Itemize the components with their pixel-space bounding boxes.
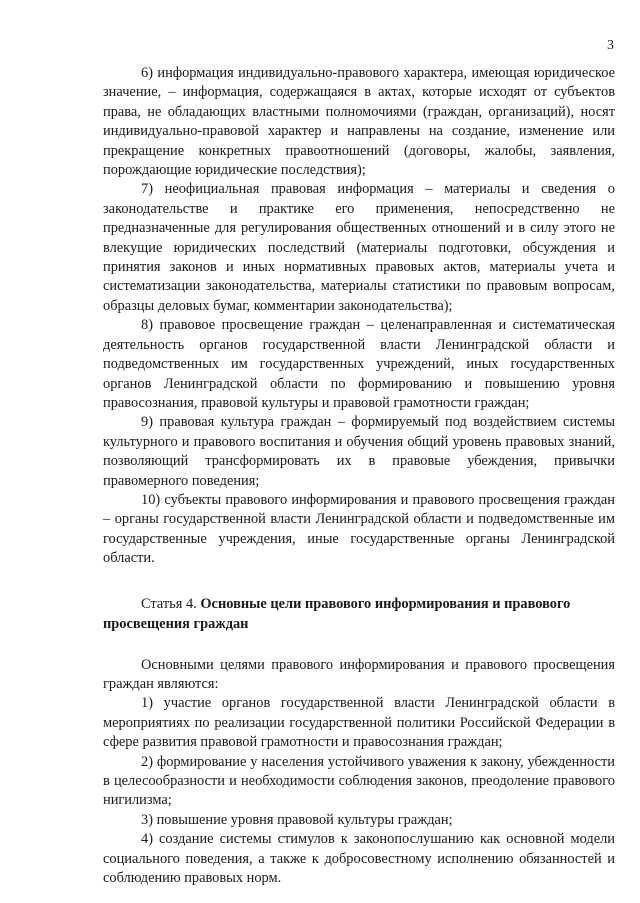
paragraph-item-7: 7) неофициальная правовая информация – материалы и сведения о законодательстве и практике его применения, непосредственно не предназначенные для регулирования общественных отношений и в силу этого не влекущие юридических последствий (материалы подготовки, обсуждения и принятия законов и иных нормативных правовых актов, материалы учета и систематизации законодательства, материалы статистики по правовым вопросам, образцы деловых бумаг, комментарии законодательства); xyxy=(103,181,615,314)
paragraph-goal-1: 1) участие органов государственной власти Ленинградской области в мероприятиях по реализации государственной политики Российской Федерации в сфере развития правовой грамотности и правосознания граждан; xyxy=(103,695,615,751)
article-heading xyxy=(103,594,615,634)
paragraph-item-6: 6) информация индивидуально-правового характера, имеющая юридическое значение, – информация, содержащаяся в актах, которые исходят от субъектов права, не обладающих властными полномочиями (граждан, организаций), носят индивидуально-правовой характер и направлены на создание, изменение или прекращение конкретных правоотношений (договоры, жалобы, заявления, порождающие юридические последствия); xyxy=(103,65,615,179)
page-number: 3 xyxy=(607,38,614,53)
paragraph-item-8: 8) правовое просвещение граждан – целенаправленная и систематическая деятельность органов государственной власти Ленинградской области и подведомственных им государственных учреждений, иных государственных органов Ленинградской области по формированию и повышению уровня правосознания, правовой культуры и правовой грамотности граждан; xyxy=(103,317,615,411)
paragraph-item-10: 10) субъекты правового информирования и правового просвещения граждан – органы государственной власти Ленинградской области и подведомственные им государственные учреждения, иные государственные органы Ленинградской области. xyxy=(103,491,615,567)
article-label: Статья 4. xyxy=(141,595,201,612)
paragraph-intro: Основными целями правового информирования и правового просвещения граждан являются: xyxy=(103,656,615,692)
document-body xyxy=(103,64,615,888)
paragraph-goal-3: 3) повышение уровня правовой культуры граждан; xyxy=(141,811,453,828)
article-title: Основные цели правового информирования и правового просвещения граждан xyxy=(103,595,571,632)
paragraph-goal-4: 4) создание системы стимулов к законопослушанию как основной модели социального поведения, а также к добросовестному исполнению обязанностей и соблюдению правовых норм. xyxy=(103,831,615,887)
paragraph-item-9: 9) правовая культура граждан – формируемый под воздействием системы культурного и правового воспитания и обучения общий уровень правовых знаний, позволяющий трансформировать их в правовые убеждения, привычки правомерного поведения; xyxy=(103,414,615,489)
paragraph-goal-2: 2) формирование у населения устойчивого уважения к закону, убежденности в целесообразности и необходимости соблюдения законов, преодоление правового нигилизма; xyxy=(103,753,615,809)
spacer xyxy=(103,634,615,656)
